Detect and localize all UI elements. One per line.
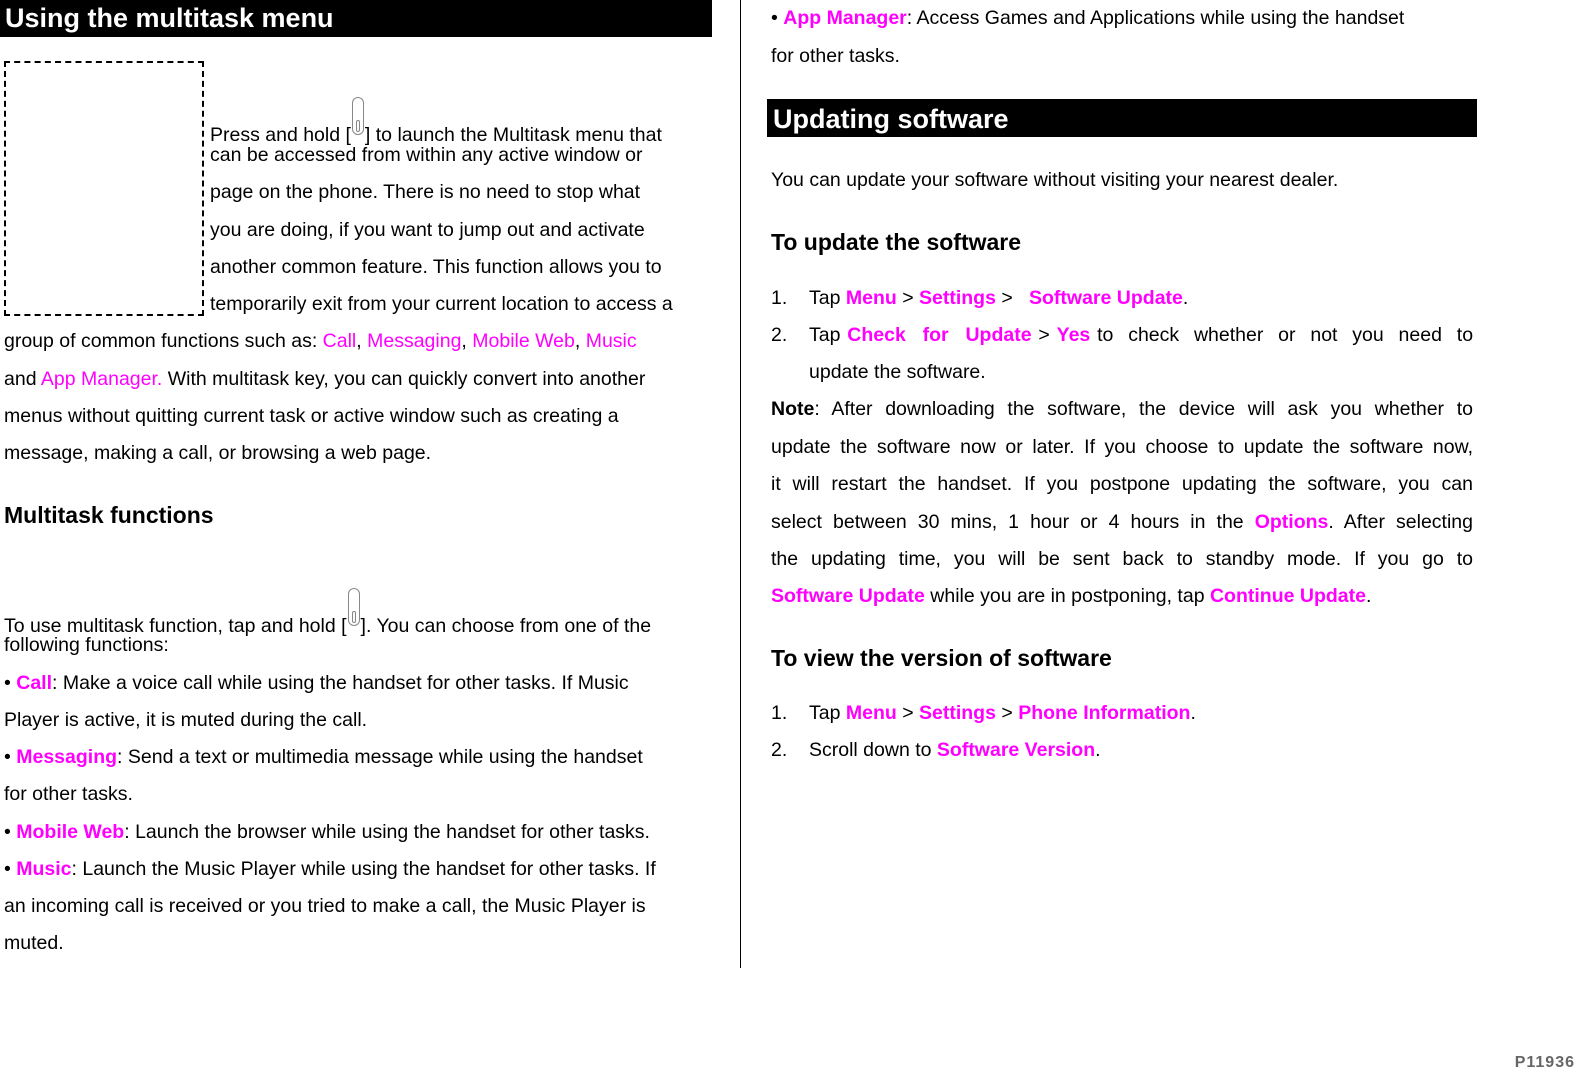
note-line: select between 30 mins, 1 hour or 4 hours in the Options. After selecting	[771, 511, 1473, 533]
heading-update-software: To update the software	[771, 229, 1022, 255]
step-number: 2.	[771, 324, 788, 346]
note-line: Note: After downloading the software, the device will ask you whether to	[771, 398, 1473, 420]
list-item-call: • Call: Make a voice call while using the handset for other tasks. If Music	[4, 672, 629, 694]
heading-multitask-functions: Multitask functions	[4, 502, 214, 528]
list-item-music-cont: muted.	[4, 932, 64, 954]
intro-line: Press and hold [ ] to launch the Multitask menu that	[210, 105, 662, 147]
list-item-app-manager-cont: for other tasks.	[771, 45, 900, 67]
list-item-mobile-web: • Mobile Web: Launch the browser while using the handset for other tasks.	[4, 821, 650, 843]
update-intro: You can update your software without visiting your nearest dealer.	[771, 169, 1339, 191]
intro-line: another common feature. This function allows you to	[210, 256, 662, 278]
step-2-cont: update the software.	[809, 361, 986, 383]
step-number: 2.	[771, 739, 788, 761]
step-2: Tap Check for Update > Yes to check whether or not you need to	[809, 324, 1474, 346]
note-line: the updating time, you will be sent back to standby mode. If you go to	[771, 548, 1473, 570]
step-number: 1.	[771, 287, 788, 309]
note-line: update the software now or later. If you choose to update the software now,	[771, 436, 1473, 458]
note-line: Software Update while you are in postponing, tap Continue Update.	[771, 585, 1372, 607]
list-item-music: • Music: Launch the Music Player while using the handset for other tasks. If	[4, 858, 656, 880]
section-title-updating: Updating software	[767, 99, 1477, 137]
intro-line: and App Manager. With multitask key, you can quickly convert into another	[4, 368, 646, 390]
music-link: Music	[585, 330, 637, 352]
section-title-multitask: Using the multitask menu	[0, 0, 712, 37]
list-item-call-cont: Player is active, it is muted during the call.	[4, 709, 368, 731]
image-placeholder	[4, 61, 204, 316]
intro-line: can be accessed from within any active window or	[210, 144, 643, 166]
intro-line: message, making a call, or browsing a web page.	[4, 442, 432, 464]
intro-line: page on the phone. There is no need to stop what	[210, 181, 641, 203]
step-1: Tap Menu > Settings > Software Update.	[809, 287, 1189, 309]
list-item-music-cont: an incoming call is received or you tried to make a call, the Music Player is	[4, 895, 646, 917]
intro-line: menus without quitting current task or active window such as creating a	[4, 405, 619, 427]
multitask-key-icon	[352, 97, 364, 135]
app-manager-link: App Manager.	[40, 368, 163, 390]
list-item-messaging: • Messaging: Send a text or multimedia message while using the handset	[4, 746, 643, 768]
step-number: 1.	[771, 702, 788, 724]
multitask-key-icon	[348, 588, 360, 626]
use-line: following functions:	[4, 634, 169, 656]
note-line: it will restart the handset. If you postpone updating the software, you can	[771, 473, 1473, 495]
list-item-messaging-cont: for other tasks.	[4, 783, 133, 805]
list-item-app-manager: • App Manager: Access Games and Applications while using the handset	[771, 7, 1405, 29]
version-step-2: Scroll down to Software Version.	[809, 739, 1101, 761]
use-line: To use multitask function, tap and hold [ ]. You can choose from one of the	[4, 596, 651, 638]
heading-view-version: To view the version of software	[771, 645, 1112, 671]
call-link: Call	[322, 330, 357, 352]
intro-line: temporarily exit from your current location to access a	[210, 293, 673, 315]
page-code: P11936	[1514, 1054, 1575, 1071]
intro-line: you are doing, if you want to jump out and activate	[210, 219, 645, 241]
messaging-link: Messaging	[367, 330, 462, 352]
version-step-1: Tap Menu > Settings > Phone Information.	[809, 702, 1196, 724]
intro-line: group of common functions such as: Call, Messaging, Mobile Web, Music	[4, 330, 637, 352]
column-divider	[740, 0, 741, 968]
mobile-web-link: Mobile Web	[472, 330, 575, 352]
